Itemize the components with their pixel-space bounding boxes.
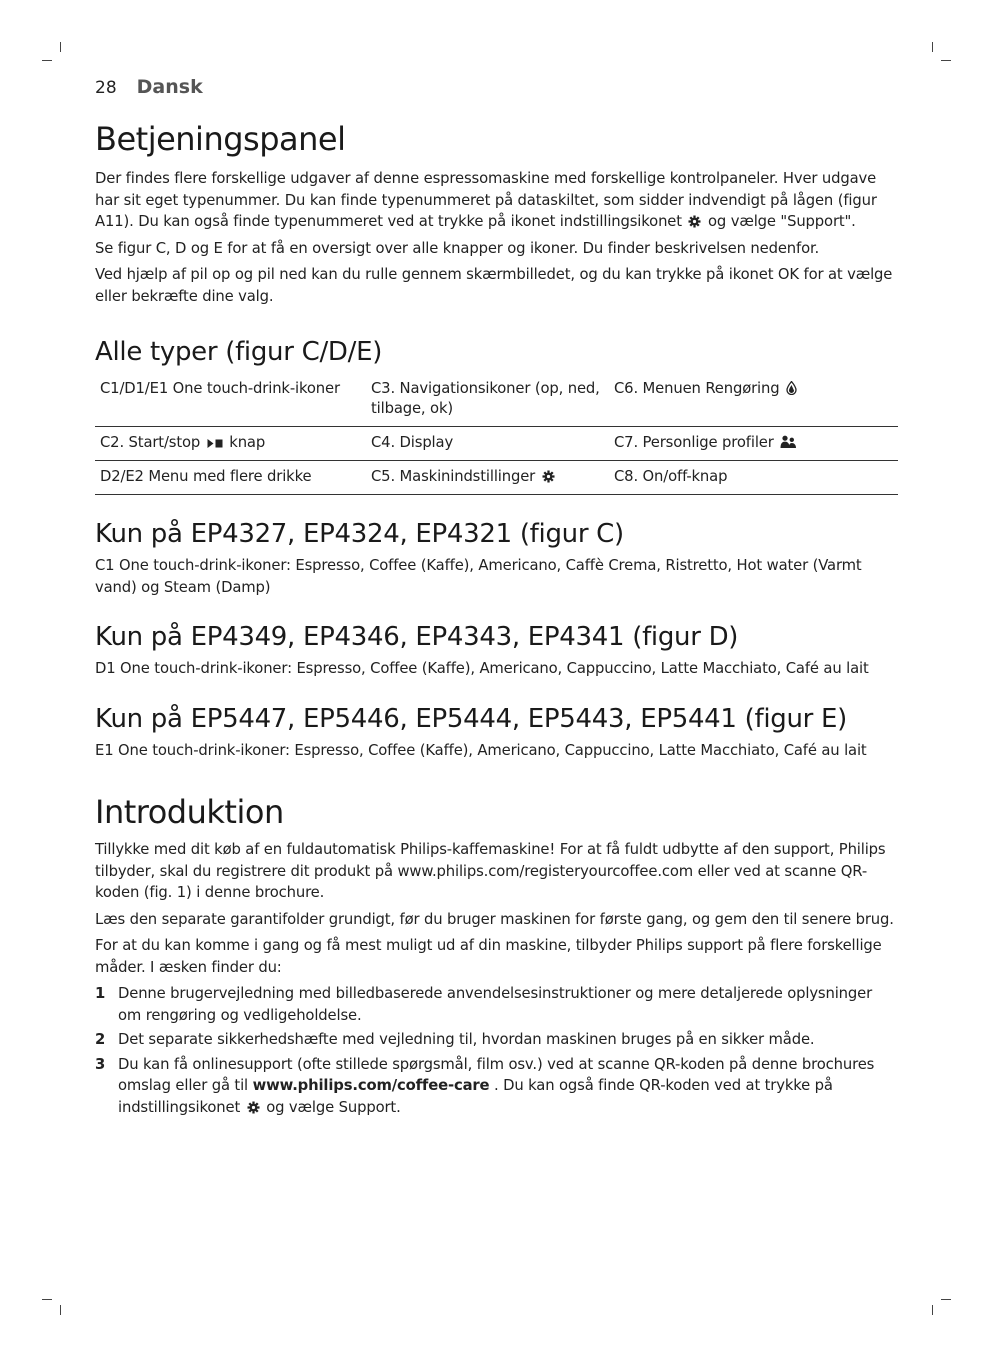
table-cell — [609, 427, 898, 461]
list-item — [95, 1029, 898, 1051]
table-cell — [609, 373, 898, 427]
paragraph-text: Der findes flere forskellige udgaver af denne espressomaskine med forskellige kontrolpaneler. Hver udgave har sit eget typenummer. Du kan finde typenummeret på dataskiltet, som sidder indvendigt på lågen (figur A11). Du kan også finde typenummeret ved at trykke på ikonet indstillingsikonet — [95, 170, 877, 230]
numbered-list — [95, 983, 898, 1118]
list-item-text: Du kan få onlinesupport (ofte stillede spørgsmål, film osv.) ved at scanne QR-koden på denne brochures omslag eller gå til — [118, 1055, 875, 1094]
table-cell: C3. Navigationsikoner (op, ned, tilbage, ok) — [366, 373, 609, 427]
cell-text: C6. Menuen Rengøring — [614, 380, 780, 397]
list-item-text: . Du kan også finde QR-koden ved at trykke på indstillingsikonet — [118, 1077, 833, 1116]
page-content — [95, 76, 898, 1121]
paragraph: C1 One touch-drink-ikoner: Espresso, Coffee (Kaffe), Americano, Caffè Crema, Ristretto, Hot water (Varmt vand) og Steam (Damp) — [95, 557, 862, 596]
profiles-icon — [780, 435, 797, 449]
gear-icon — [542, 470, 555, 483]
section-title-alle-typer: Alle typer (figur C/D/E) — [95, 337, 383, 367]
list-number: 1 — [95, 985, 106, 1002]
water-drop-icon — [786, 381, 797, 395]
paragraph — [95, 168, 898, 233]
table-cell: C8. On/off-knap — [609, 461, 898, 495]
controls-table — [95, 373, 898, 495]
page-header — [95, 76, 898, 106]
list-item-text: Det separate sikkerhedshæfte med vejledning til, hvordan maskinen bruges på en sikker måde. — [118, 1031, 815, 1048]
crop-mark — [932, 1305, 933, 1315]
cell-text: C2. Start/stop — [100, 434, 201, 451]
table-row — [95, 373, 898, 427]
crop-mark — [932, 42, 933, 52]
gear-icon — [247, 1101, 260, 1114]
list-number: 3 — [95, 1055, 106, 1073]
cell-text: C7. Personlige profiler — [614, 434, 774, 451]
crop-mark — [60, 42, 61, 52]
paragraph: D1 One touch-drink-ikoner: Espresso, Coffee (Kaffe), Americano, Cappuccino, Latte Macchiato, Café au lait — [95, 660, 869, 677]
page-number: 28 — [95, 78, 117, 98]
crop-mark — [941, 60, 951, 61]
section-title-figur-d: Kun på EP4349, EP4346, EP4343, EP4341 (figur D) — [95, 622, 739, 652]
table-row — [95, 461, 898, 495]
section-title-figur-c: Kun på EP4327, EP4324, EP4321 (figur C) — [95, 519, 624, 549]
crop-mark — [42, 1299, 52, 1300]
crop-mark — [42, 60, 52, 61]
paragraph-text: og vælge "Support". — [708, 213, 856, 230]
play-pause-icon — [207, 438, 223, 449]
crop-mark — [941, 1299, 951, 1300]
cell-text: C5. Maskinindstillinger — [371, 468, 536, 485]
section-title-introduktion: Introduktion — [95, 793, 284, 831]
paragraph: Se figur C, D og E for at få en oversigt over alle knapper og ikoner. Du finder beskrivelsen nedenfor. — [95, 239, 820, 257]
table-cell: C1/D1/E1 One touch-drink-ikoner — [95, 373, 366, 427]
table-cell — [95, 427, 366, 461]
paragraph: Tillykke med dit køb af en fuldautomatisk Philips-kaffemaskine! For at få fuldt udbytte af den support, Philips tilbyder, skal du registrere dit produkt på www.philips.com/registeryourcoffee.com eller ved at scanne QR-koden (fig. 1) i denne brochure. — [95, 841, 886, 901]
paragraph: Læs den separate garantifolder grundigt, før du bruger maskinen for første gang, og gem den til senere brug. — [95, 910, 894, 928]
coffee-care-link[interactable]: www.philips.com/coffee-care — [252, 1077, 490, 1094]
language-label: Dansk — [136, 76, 203, 98]
list-item-text: Denne brugervejledning med billedbaserede anvendelsesinstruktioner og mere detaljerede oplysninger om rengøring og vedligeholdelse. — [118, 985, 873, 1024]
paragraph: Ved hjælp af pil op og pil ned kan du rulle gennem skærmbilledet, og du kan trykke på ikonet OK for at vælge eller bekræfte dine valg. — [95, 266, 893, 305]
paragraph: For at du kan komme i gang og få mest muligt ud af din maskine, tilbyder Philips support på flere forskellige måder. I æsken finder du: — [95, 937, 882, 976]
table-row — [95, 427, 898, 461]
table-cell: D2/E2 Menu med flere drikke — [95, 461, 366, 495]
table-cell: C4. Display — [366, 427, 609, 461]
section-title-figur-e: Kun på EP5447, EP5446, EP5444, EP5443, EP5441 (figur E) — [95, 703, 847, 734]
section-title-betjeningspanel: Betjeningspanel — [95, 120, 346, 158]
list-item — [95, 1054, 898, 1119]
list-number: 2 — [95, 1031, 106, 1048]
paragraph: E1 One touch-drink-ikoner: Espresso, Coffee (Kaffe), Americano, Cappuccino, Latte Macchiato, Café au lait — [95, 741, 867, 759]
list-item — [95, 983, 898, 1026]
list-item-text: og vælge Support. — [266, 1098, 401, 1116]
gear-icon — [688, 215, 701, 228]
crop-mark — [60, 1305, 61, 1315]
cell-text: knap — [229, 434, 266, 451]
table-cell — [366, 461, 609, 495]
